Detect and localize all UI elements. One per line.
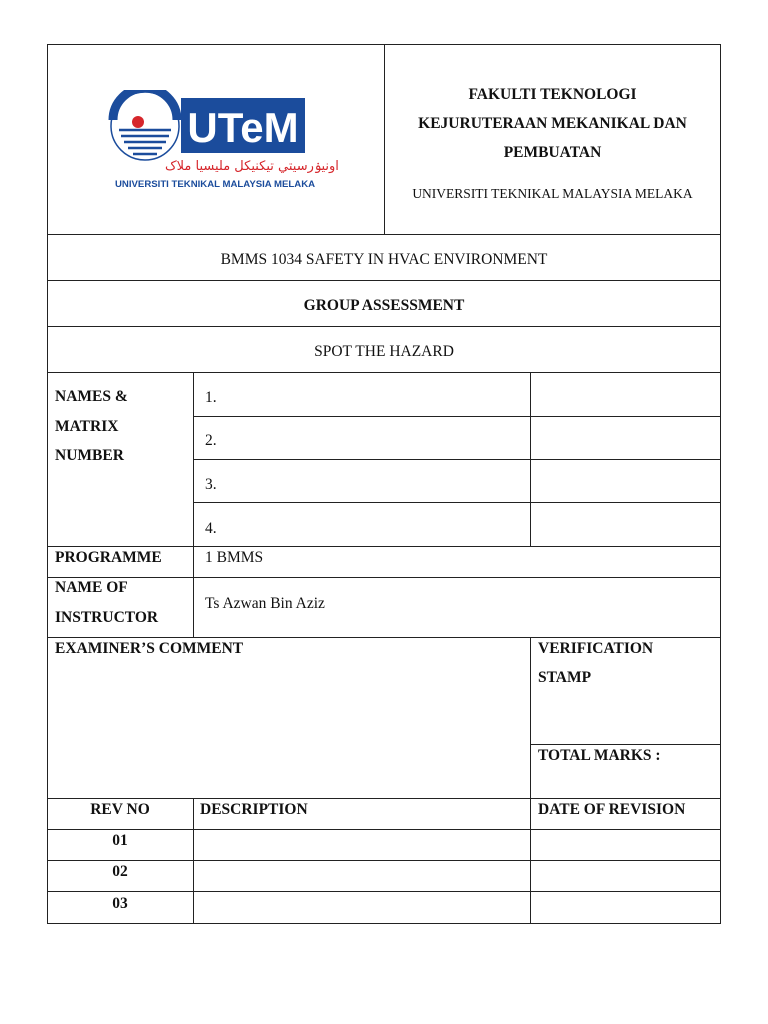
name-row-number: 1.	[205, 389, 217, 406]
divider	[193, 459, 721, 460]
name-row-number: 2.	[205, 432, 217, 449]
name-row-number: 3.	[205, 476, 217, 493]
divider	[47, 372, 721, 373]
names-label-line1: NAMES &	[55, 388, 128, 405]
divider	[47, 326, 721, 327]
faculty-name-line3: PEMBUATAN	[503, 144, 602, 161]
names-label-line3: NUMBER	[55, 447, 124, 464]
faculty-name-line2: KEJURUTERAAN MEKANIKAL DAN	[418, 115, 687, 132]
divider	[47, 829, 721, 830]
divider	[47, 637, 721, 638]
divider	[47, 891, 721, 892]
divider	[193, 502, 721, 503]
utem-emblem-icon	[105, 90, 355, 240]
assessment-type: GROUP ASSESSMENT	[303, 297, 465, 314]
divider	[384, 44, 385, 234]
university-name: UNIVERSITI TEKNIKAL MALAYSIA MELAKA	[412, 186, 693, 201]
instructor-label-line1: NAME OF	[55, 579, 128, 596]
divider	[530, 372, 531, 546]
divider	[47, 546, 721, 547]
logo-jawi-text: اونيۏرسيتي تيكنيكل مليسيا ملاک	[165, 159, 339, 174]
programme-value: 1 BMMS	[205, 549, 264, 566]
assessment-title: SPOT THE HAZARD	[314, 343, 454, 360]
revision-header-description: DESCRIPTION	[200, 801, 308, 818]
divider	[47, 798, 721, 799]
divider	[47, 280, 721, 281]
divider	[193, 798, 194, 923]
verification-stamp-line2: STAMP	[538, 669, 592, 686]
utem-logo	[55, 45, 339, 190]
revision-header-date: DATE OF REVISION	[538, 801, 686, 818]
revision-header-rev-no: REV NO	[90, 801, 150, 818]
logo-university-name: UNIVERSITI TEKNIKAL MALAYSIA MELAKA	[115, 179, 316, 190]
divider	[47, 860, 721, 861]
examiner-comment-label: EXAMINER’S COMMENT	[55, 640, 244, 657]
course-title: BMMS 1034 SAFETY IN HVAC ENVIRONMENT	[220, 251, 548, 268]
verification-stamp-line1: VERIFICATION	[538, 640, 654, 657]
total-marks-label: TOTAL MARKS :	[538, 747, 661, 764]
divider	[47, 577, 721, 578]
divider	[193, 416, 721, 417]
logo-acronym: UTeM	[187, 104, 299, 151]
instructor-label-line2: INSTRUCTOR	[55, 609, 159, 626]
divider	[530, 744, 721, 745]
faculty-name-line1: FAKULTI TEKNOLOGI	[468, 86, 637, 103]
instructor-name: Ts Azwan Bin Aziz	[205, 595, 325, 612]
name-row-number: 4.	[205, 520, 217, 537]
revision-row-number: 01	[112, 832, 128, 849]
divider	[530, 637, 531, 923]
revision-row-number: 02	[112, 863, 128, 880]
revision-row-number: 03	[112, 895, 128, 912]
programme-label: PROGRAMME	[55, 549, 162, 566]
divider	[193, 372, 194, 637]
names-label-line2: MATRIX	[55, 418, 119, 435]
